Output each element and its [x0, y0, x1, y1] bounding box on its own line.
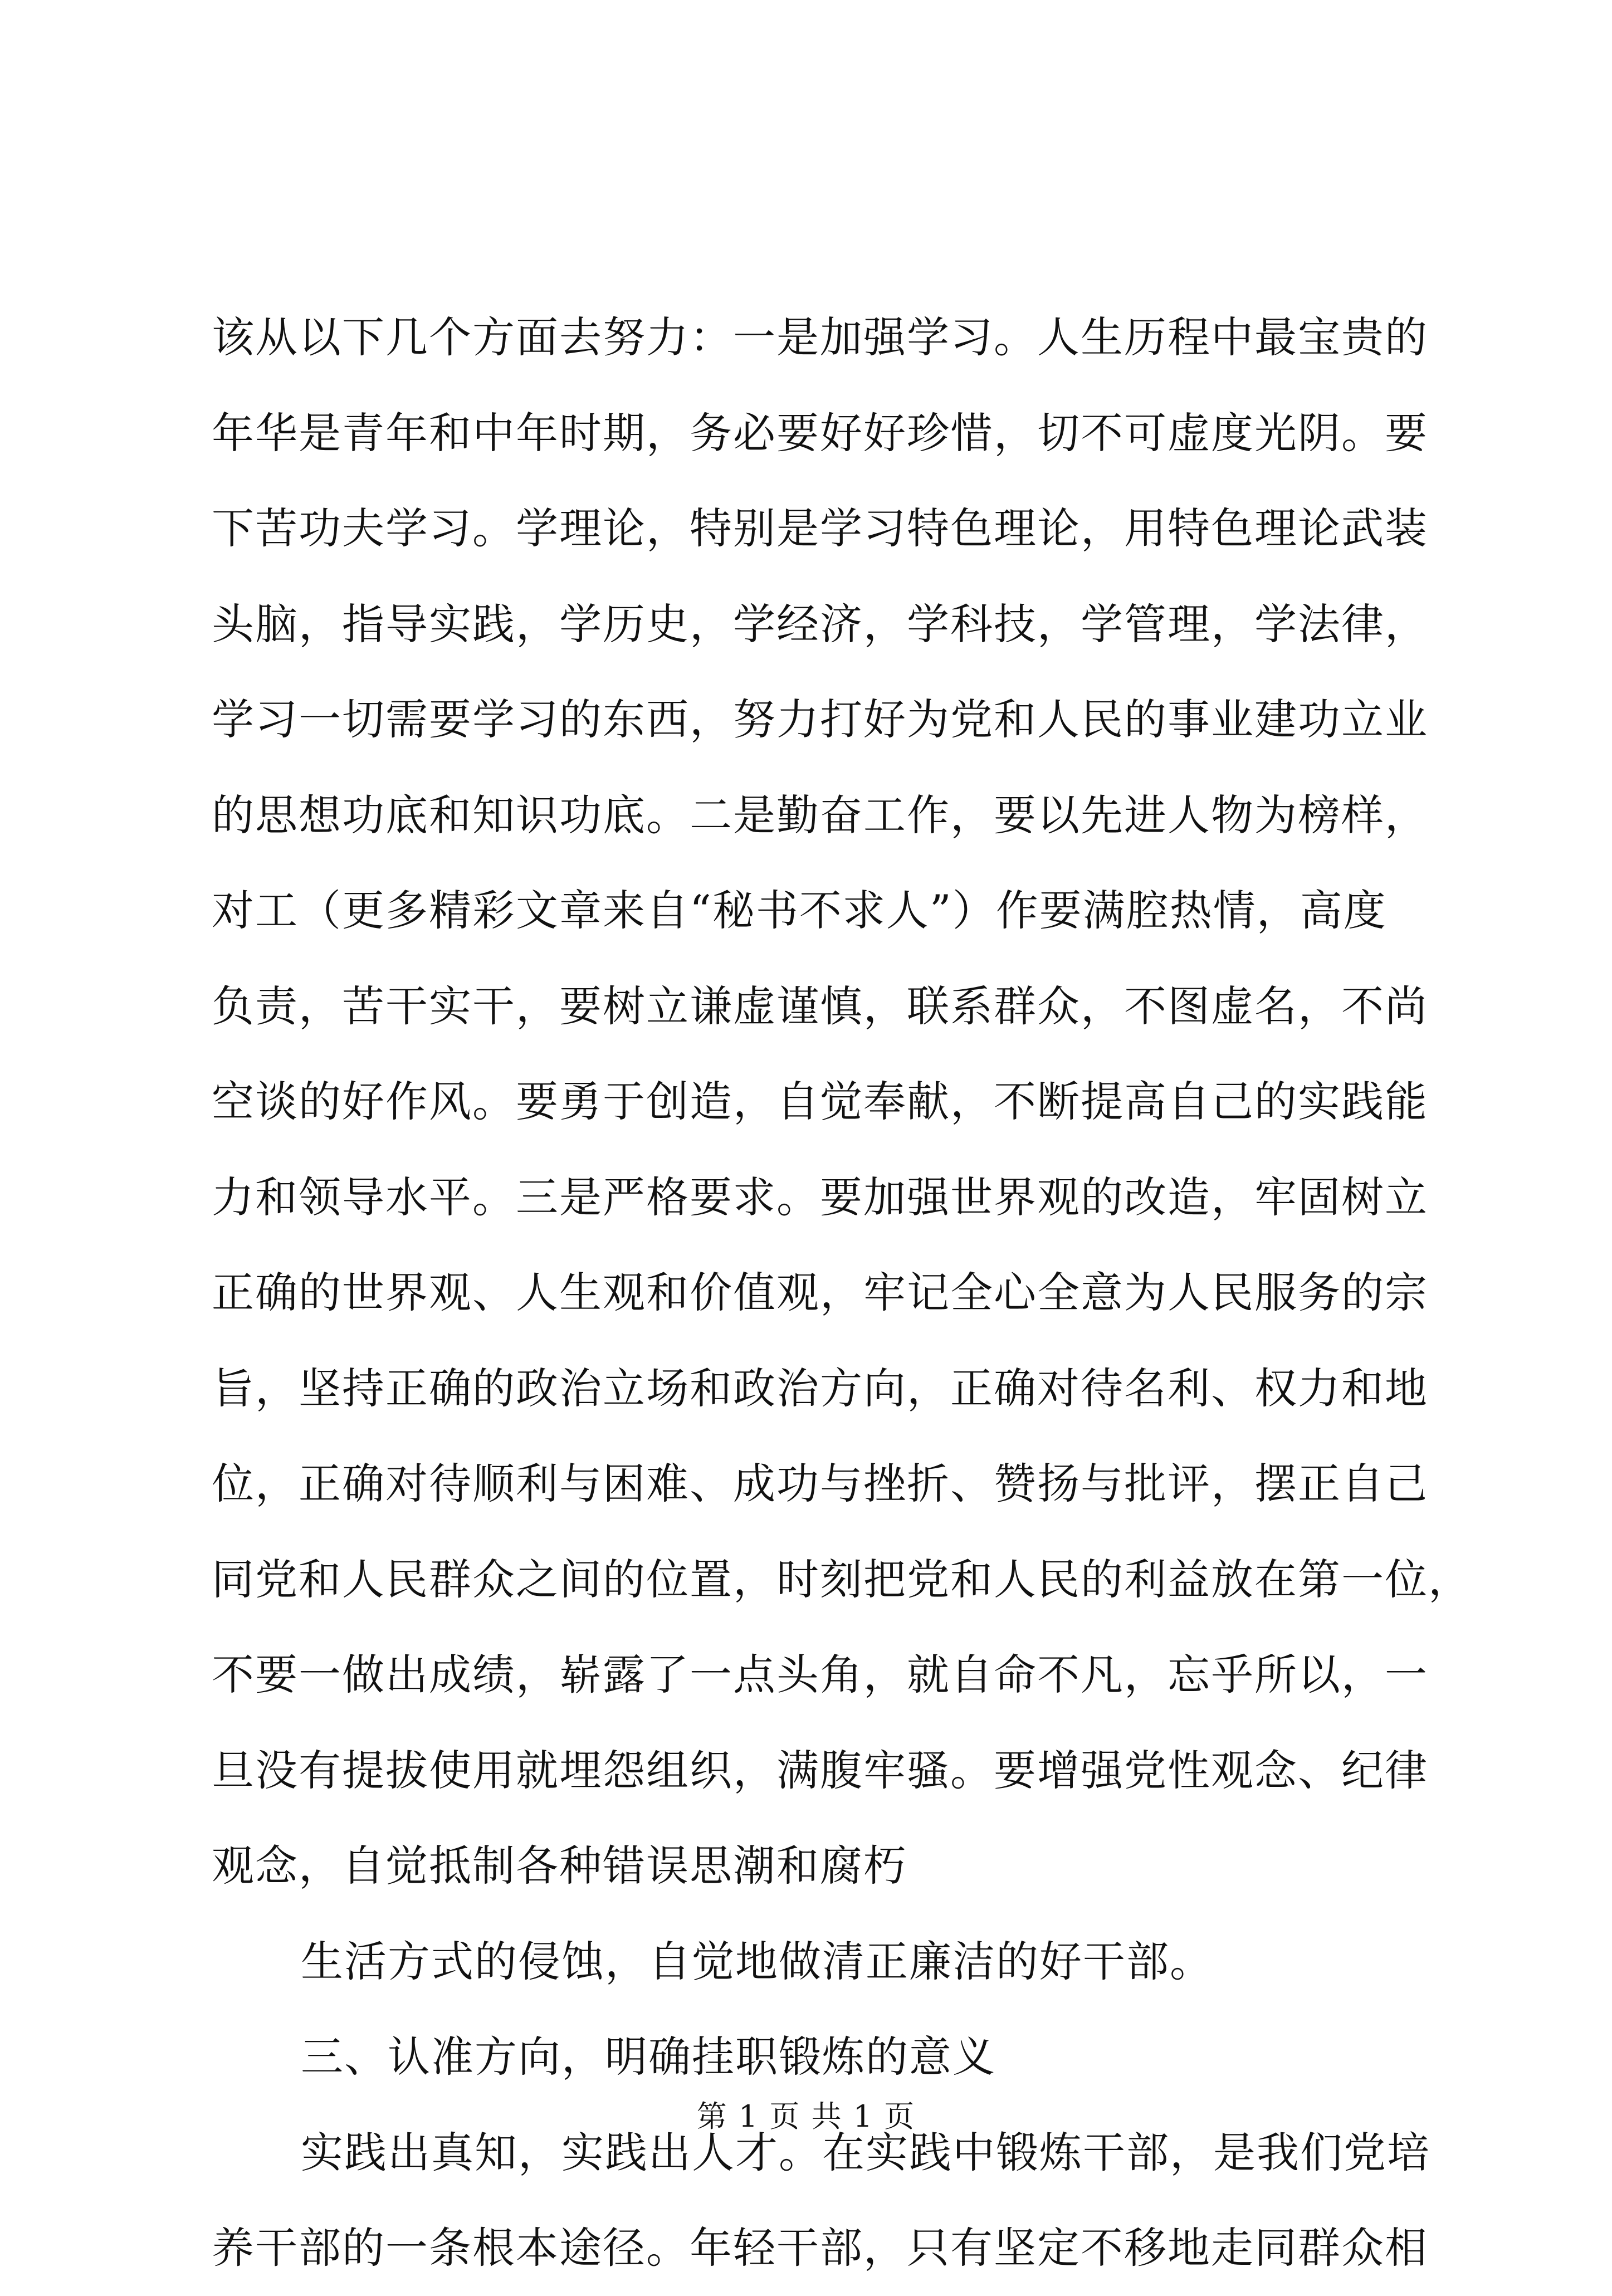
text-line: 旦没有提拔使用就埋怨组织，满腹牢骚。要增强党性观念、纪律: [212, 1745, 1428, 1795]
text-line: 位，正确对待顺利与困难、成功与挫折、赞扬与批评，摆正自己: [212, 1459, 1428, 1508]
section-heading: 三、认准方向，明确挂职锻炼的意义: [301, 2032, 996, 2082]
text-line: 不要一做出成绩，崭露了一点头角，就自命不凡，忘乎所以，一: [212, 1650, 1428, 1699]
text-line: 该从以下几个方面去努力：一是加强学习。人生历程中最宝贵的: [212, 312, 1428, 362]
text-line: 负责，苦干实干，要树立谦虚谨慎，联系群众，不图虚名，不尚: [212, 981, 1428, 1031]
text-line: 正确的世界观、人生观和价值观，牢记全心全意为人民服务的宗: [212, 1268, 1428, 1317]
body-text: [212, 290, 1472, 2296]
text-line: 生活方式的侵蚀，自觉地做清正廉洁的好干部。: [301, 1936, 1213, 1986]
text-line: 力和领导水平。三是严格要求。要加强世界观的改造，牢固树立: [212, 1172, 1428, 1222]
text-line: 同党和人民群众之间的位置，时刻把党和人民的利益放在第一位，: [212, 1554, 1472, 1604]
text-line: 实践出真知，实践出人才。在实践中锻炼干部，是我们党培: [301, 2127, 1430, 2177]
text-line: 空谈的好作风。要勇于创造，自觉奉献，不断提高自己的实践能: [212, 1077, 1428, 1126]
text-line: 学习一切需要学习的东西，努力打好为党和人民的事业建功立业: [212, 695, 1428, 744]
page-footer: 第 1 页 共 1 页: [696, 2099, 916, 2134]
text-line: 对工（更多精彩文章来自“秘书不求人”）作要满腔热情，高度: [212, 886, 1387, 935]
text-line: 的思想功底和知识功底。二是勤奋工作，要以先进人物为榜样，: [212, 790, 1428, 840]
text-line: 养干部的一条根本途径。年轻干部，只有坚定不移地走同群众相: [212, 2223, 1428, 2273]
text-line: 头脑，指导实践，学历史，学经济，学科技，学管理，学法律，: [212, 599, 1428, 649]
text-line: 下苦功夫学习。学理论，特别是学习特色理论，用特色理论武装: [212, 504, 1428, 553]
text-line: 观念，自觉抵制各种错误思潮和腐朽: [212, 1841, 907, 1890]
text-line: 旨，坚持正确的政治立场和政治方向，正确对待名利、权力和地: [212, 1363, 1428, 1413]
text-line: 年华是青年和中年时期，务必要好好珍惜，切不可虚度光阴。要: [212, 408, 1428, 458]
